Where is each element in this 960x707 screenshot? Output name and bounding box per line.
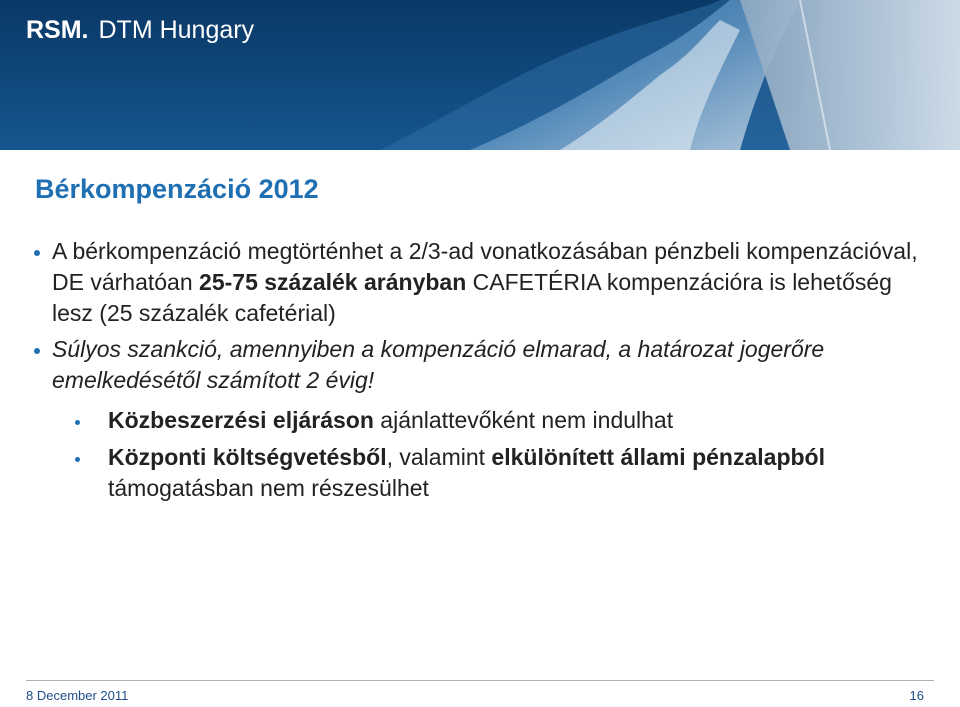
slide-number: 16 [909, 688, 924, 703]
sub-bullet-text-part: , valamint [386, 444, 492, 470]
sub-bullet-text [108, 442, 930, 504]
bullet-text-bold: 25-75 százalék arányban [199, 269, 467, 295]
sub-bullet-text-part: ajánlattevőként nem indulhat [373, 407, 674, 433]
bullet-sanction [30, 334, 930, 396]
bullet-text: Súlyos szankció, amennyiben a kompenzáció elmarad, a határozat jogerőre emelkedésétől számított 2 évig! [52, 336, 825, 393]
sub-bullet-text-bold: elkülönített állami pénzalapból [491, 444, 825, 470]
slide-title: Bérkompenzáció 2012 [35, 174, 319, 204]
bullet-dot [34, 348, 40, 354]
footer-date: 8 December 2011 [26, 688, 129, 703]
sub-bullet-dot [75, 457, 80, 462]
sub-bullet-budget [30, 442, 930, 504]
bullet-text-part: A bérkompenzáció megtörténhet a 2/3-ad vonatkozásában pénzbeli kompenzációval, DE várhatóan [52, 238, 918, 295]
bullet-text [52, 236, 930, 329]
bullet-dot [34, 250, 40, 256]
sub-bullet-text [108, 405, 930, 436]
sub-bullet-text-bold: Közbeszerzési eljáráson [108, 407, 374, 433]
footer-divider [26, 680, 934, 681]
logo-rsm-text: RSM. [26, 16, 89, 44]
logo-company-name: DTM Hungary [98, 16, 255, 44]
company-logo [26, 16, 254, 45]
sub-bullet-text-bold: Központi költségvetésből [108, 444, 387, 470]
header-banner [0, 0, 960, 150]
slide-body [30, 236, 930, 504]
bullet-compensation [30, 236, 930, 329]
sub-bullet-text-part: támogatásban nem részesülhet [108, 475, 429, 501]
sub-bullet-procurement [30, 405, 930, 436]
bullet-text-part: CAFETÉRIA kompenzációra is lehetőség lesz (25 százalék cafetérial) [52, 269, 892, 326]
sub-bullet-dot [75, 420, 80, 425]
